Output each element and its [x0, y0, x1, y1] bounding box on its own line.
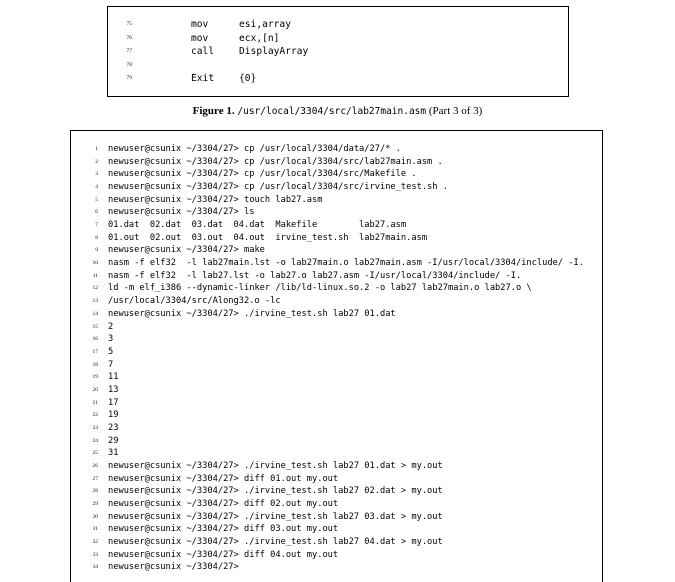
code-line — [108, 45, 568, 58]
terminal-text: 5 — [108, 346, 114, 357]
figure-part: (Part 3 of 3) — [428, 105, 483, 117]
terminal-text: 3 — [108, 334, 114, 345]
line-number: 17 — [92, 348, 98, 355]
line-number: 19 — [92, 374, 98, 381]
line-number: 78 — [126, 61, 132, 68]
terminal-text: newuser@csunix ~/3304/27> touch lab27.asm — [108, 194, 323, 205]
terminal-text: newuser@csunix ~/3304/27> diff 04.out my.out — [108, 549, 339, 560]
line-number: 26 — [92, 463, 98, 469]
terminal-line — [71, 346, 602, 359]
terminal-text: newuser@csunix ~/3304/27> cp /usr/local/3304/data/27/* . — [108, 144, 401, 154]
terminal-text: newuser@csunix ~/3304/27> cp /usr/local/3304/src/lab27main.asm . — [108, 156, 443, 167]
terminal-line — [71, 359, 602, 372]
terminal-session-box — [70, 130, 603, 582]
line-number: 16 — [92, 336, 98, 343]
line-number: 23 — [92, 424, 98, 431]
terminal-text: 19 — [108, 410, 119, 421]
line-number: 77 — [126, 48, 132, 55]
terminal-text: 17 — [108, 397, 119, 408]
line-number: 5 — [95, 196, 98, 203]
code-listing-box — [107, 6, 569, 97]
terminal-text: 01.dat 02.dat 03.dat 04.dat Makefile lab27.asm — [108, 220, 407, 231]
operand: esi,array — [239, 19, 291, 30]
code-line — [108, 72, 568, 85]
terminal-text: 01.out 02.out 03.out 04.out irvine_test.sh lab27main.asm — [108, 232, 428, 243]
line-number: 75 — [126, 21, 132, 27]
code-line — [108, 18, 568, 31]
instruction: Exit — [191, 73, 215, 85]
line-number: 28 — [92, 488, 98, 495]
line-number: 3 — [95, 171, 98, 178]
terminal-line — [71, 194, 602, 207]
instruction: mov — [191, 19, 209, 30]
line-number: 33 — [92, 551, 98, 558]
line-number: 32 — [92, 539, 98, 546]
terminal-line — [71, 435, 602, 448]
terminal-text: newuser@csunix ~/3304/27> make — [108, 245, 265, 256]
terminal-text: newuser@csunix ~/3304/27> diff 01.out my.out — [108, 473, 339, 484]
line-number: 15 — [92, 323, 98, 330]
terminal-text: newuser@csunix ~/3304/27> ./irvine_test.sh lab27 04.dat > my.out — [108, 537, 443, 548]
terminal-line — [71, 460, 602, 473]
terminal-text: newuser@csunix ~/3304/27> ls — [108, 207, 255, 218]
terminal-line — [71, 295, 602, 308]
terminal-text: 11 — [108, 372, 119, 383]
terminal-text: nasm -f elf32 -l lab27main.lst -o lab27main.o lab27main.asm -I/usr/local/3304/include/ -I. — [108, 258, 584, 269]
terminal-line — [71, 523, 602, 536]
terminal-line — [71, 257, 602, 270]
terminal-line — [71, 181, 602, 194]
terminal-text: newuser@csunix ~/3304/27> ./irvine_test.sh lab27 03.dat > my.out — [108, 511, 443, 522]
line-number: 79 — [126, 75, 132, 82]
line-number: 30 — [92, 513, 98, 520]
terminal-line — [71, 397, 602, 410]
line-number: 11 — [92, 272, 98, 279]
terminal-line — [71, 270, 602, 283]
figure-caption — [0, 105, 675, 117]
terminal-line — [71, 219, 602, 232]
terminal-text: newuser@csunix ~/3304/27> — [108, 562, 239, 573]
line-number: 34 — [92, 564, 98, 571]
terminal-line — [71, 447, 602, 460]
terminal-text: /usr/local/3304/src/Along32.o -lc — [108, 296, 281, 307]
operand: {0} — [239, 73, 257, 85]
terminal-text: 31 — [108, 448, 119, 459]
figure-label: Figure 1. — [192, 105, 235, 117]
terminal-text: newuser@csunix ~/3304/27> ./irvine_test.sh lab27 01.dat — [108, 308, 396, 319]
line-number: 4 — [95, 184, 98, 191]
terminal-text: newuser@csunix ~/3304/27> cp /usr/local/3304/src/Makefile . — [108, 169, 417, 180]
line-number: 6 — [95, 209, 98, 216]
line-number: 22 — [92, 412, 98, 419]
terminal-line — [71, 244, 602, 257]
terminal-text: 7 — [108, 359, 114, 370]
terminal-text: newuser@csunix ~/3304/27> cp /usr/local/3304/src/irvine_test.sh . — [108, 182, 448, 193]
terminal-line — [71, 409, 602, 422]
line-number: 14 — [92, 310, 98, 317]
terminal-line — [71, 206, 602, 219]
terminal-text: 2 — [108, 321, 114, 332]
terminal-line — [71, 282, 602, 295]
line-number: 76 — [126, 34, 132, 41]
terminal-line — [71, 536, 602, 549]
terminal-line — [71, 473, 602, 486]
line-number: 25 — [92, 450, 98, 457]
operand: ecx,[n] — [239, 32, 280, 44]
terminal-text: 13 — [108, 384, 119, 395]
terminal-line — [71, 384, 602, 397]
line-number: 20 — [92, 386, 98, 393]
terminal-line — [71, 168, 602, 181]
terminal-text: 29 — [108, 435, 119, 446]
terminal-line — [71, 232, 602, 245]
terminal-text: ld -m elf_i386 --dynamic-linker /lib/ld-linux.so.2 -o lab27 lab27main.o lab27.o \ — [108, 283, 532, 294]
line-number: 1 — [95, 146, 98, 152]
terminal-text: 23 — [108, 422, 119, 433]
operand: DisplayArray — [239, 46, 309, 58]
terminal-text: nasm -f elf32 -l lab27.lst -o lab27.o lab27.asm -I/usr/local/3304/include/ -I. — [108, 270, 522, 281]
terminal-line — [71, 156, 602, 169]
instruction: mov — [191, 32, 209, 44]
line-number: 7 — [95, 222, 98, 229]
line-number: 10 — [92, 260, 98, 267]
line-number: 27 — [92, 475, 98, 482]
line-number: 21 — [92, 399, 98, 406]
terminal-line — [71, 549, 602, 562]
line-number: 29 — [92, 501, 98, 508]
line-number: 9 — [95, 247, 98, 254]
line-number: 24 — [92, 437, 98, 444]
line-number: 31 — [92, 526, 98, 533]
code-line — [108, 59, 568, 72]
terminal-text: newuser@csunix ~/3304/27> ./irvine_test.sh lab27 01.dat > my.out — [108, 461, 443, 471]
terminal-line — [71, 371, 602, 384]
terminal-line — [71, 308, 602, 321]
terminal-text: newuser@csunix ~/3304/27> diff 03.out my.out — [108, 524, 339, 535]
instruction: call — [191, 46, 215, 58]
terminal-line — [71, 143, 602, 156]
terminal-line — [71, 498, 602, 511]
line-number: 12 — [92, 285, 98, 292]
terminal-text: newuser@csunix ~/3304/27> ./irvine_test.sh lab27 02.dat > my.out — [108, 486, 443, 497]
terminal-line — [71, 333, 602, 346]
figure-path: /usr/local/3304/src/lab27main.asm — [237, 106, 427, 117]
terminal-line — [71, 511, 602, 524]
line-number: 18 — [92, 361, 98, 368]
terminal-line — [71, 561, 602, 574]
line-number: 2 — [95, 158, 98, 165]
terminal-line — [71, 422, 602, 435]
terminal-line — [71, 485, 602, 498]
line-number: 13 — [92, 298, 98, 305]
terminal-line — [71, 321, 602, 334]
terminal-text: newuser@csunix ~/3304/27> diff 02.out my.out — [108, 499, 339, 510]
line-number: 8 — [95, 234, 98, 241]
code-line — [108, 32, 568, 45]
